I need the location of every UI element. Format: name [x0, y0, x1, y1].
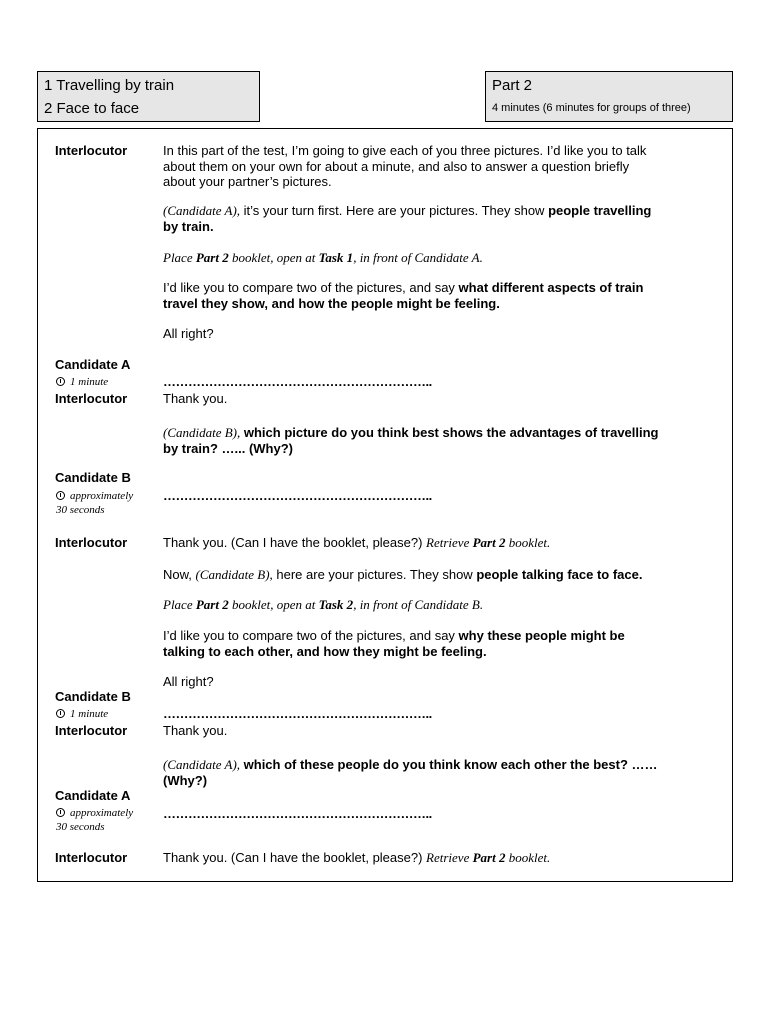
text-span: , in front of Candidate B. [353, 597, 484, 612]
stage-direction-task2 [163, 597, 718, 613]
candidate-ref: (Candidate B), [163, 425, 241, 440]
stage-direction [426, 850, 550, 865]
text-span: it’s your turn first. Here are your pictures. They show [240, 203, 549, 218]
speaker-interlocutor: Interlocutor [55, 723, 128, 738]
speaker-candidate-b: Candidate B [55, 689, 131, 704]
text-span: booklet. [505, 535, 551, 550]
text-span: Place [163, 597, 196, 612]
timer-note [56, 707, 108, 721]
clock-icon [56, 709, 65, 718]
retrieve-booklet-text [163, 535, 718, 551]
bold-span: people talking face to face. [476, 567, 643, 582]
speaker-interlocutor: Interlocutor [55, 535, 128, 550]
timer-note [56, 806, 133, 834]
timer-text: 30 seconds [56, 821, 105, 833]
timer-text: 1 minute [70, 376, 109, 388]
bold-span: Part 2 [195, 250, 229, 265]
bold-span: Task 2 [318, 597, 354, 612]
question-candidate-b [163, 425, 718, 456]
bold-span: what different aspects of train [458, 280, 644, 295]
response-dots: ……………………………………………………….. [163, 488, 432, 503]
bold-span: Part 2 [472, 535, 506, 550]
stage-direction-task1 [163, 250, 718, 266]
text-line: In this part of the test, I’m going to give each of you three pictures. I’d like you to talk [163, 143, 647, 158]
response-dots: ……………………………………………………….. [163, 806, 432, 821]
topic-header-box [37, 71, 260, 122]
stage-direction [426, 535, 550, 550]
instruction-compare-face [163, 628, 718, 659]
text-span: booklet. [505, 850, 551, 865]
clock-icon [56, 377, 65, 386]
speaker-interlocutor: Interlocutor [55, 143, 128, 158]
response-dots: ……………………………………………………….. [163, 706, 432, 721]
bold-span: travel they show, and how the people might be feeling. [163, 295, 500, 311]
thank-you-text: Thank you. [163, 723, 228, 738]
thank-you-text: Thank you. [163, 391, 228, 406]
speaker-candidate-b: Candidate B [55, 470, 131, 485]
timer-text: 30 seconds [56, 504, 105, 516]
bold-span: Part 2 [472, 850, 506, 865]
text-span: Thank you. (Can I have the booklet, please?) [163, 535, 427, 550]
topic-title-2: 2 Face to face [44, 100, 140, 117]
text-span: here are your pictures. They show [272, 567, 477, 582]
bold-span: by train? …... (Why?) [163, 440, 293, 456]
text-span: Place [163, 250, 196, 265]
text-span: booklet, open at [228, 597, 319, 612]
text-span: Retrieve [426, 850, 473, 865]
speaker-interlocutor: Interlocutor [55, 391, 128, 406]
instruction-compare-train [163, 280, 718, 311]
text-span: , in front of Candidate A. [353, 250, 483, 265]
instruction-candidate-b-turn [163, 567, 718, 583]
speaker-candidate-a: Candidate A [55, 357, 131, 372]
response-dots: ……………………………………………………….. [163, 374, 432, 389]
timer-text: approximately [70, 807, 134, 819]
clock-icon [56, 491, 65, 500]
question-candidate-a [163, 757, 718, 788]
bold-span: talking to each other, and how they might be feeling. [163, 643, 487, 659]
bold-span: (Why?) [163, 772, 208, 788]
timer-note [56, 375, 108, 389]
bold-span: which of these people do you think know each other the best? …… [240, 757, 658, 772]
timer-note [56, 489, 133, 517]
text-span: I’d like you to compare two of the pictures, and say [163, 628, 459, 643]
text-line: about your partner’s pictures. [163, 174, 332, 189]
part-title: Part 2 [492, 77, 533, 94]
candidate-ref: (Candidate A), [163, 757, 241, 772]
text-span: Now, [163, 567, 196, 582]
bold-span: by train. [163, 218, 214, 234]
text-span: Thank you. (Can I have the booklet, please?) [163, 850, 427, 865]
clock-icon [56, 808, 65, 817]
text-span: booklet, open at [228, 250, 319, 265]
text-span: Retrieve [426, 535, 473, 550]
part-header-box [485, 71, 733, 122]
text-line: about them on your own for about a minute, and also to answer a question briefly [163, 158, 630, 174]
speaker-candidate-a: Candidate A [55, 788, 131, 803]
timer-text: 1 minute [70, 708, 109, 720]
bold-span: people travelling [548, 203, 652, 218]
bold-span: Part 2 [195, 597, 229, 612]
candidate-ref: (Candidate A), [163, 203, 241, 218]
bold-span: Task 1 [318, 250, 354, 265]
candidate-ref: (Candidate B), [195, 567, 273, 582]
part-timing: 4 minutes (6 minutes for groups of three) [492, 102, 691, 114]
topic-title-1: 1 Travelling by train [44, 77, 175, 94]
retrieve-booklet-text [163, 850, 718, 866]
all-right-prompt: All right? [163, 326, 214, 341]
bold-span: why these people might be [458, 628, 625, 643]
text-span: I’d like you to compare two of the pictures, and say [163, 280, 459, 295]
timer-text: approximately [70, 490, 134, 502]
all-right-prompt: All right? [163, 674, 214, 689]
instruction-candidate-a-turn [163, 203, 718, 234]
speaker-interlocutor: Interlocutor [55, 850, 128, 865]
instruction-intro [163, 143, 718, 190]
bold-span: which picture do you think best shows the advantages of travelling [240, 425, 659, 440]
